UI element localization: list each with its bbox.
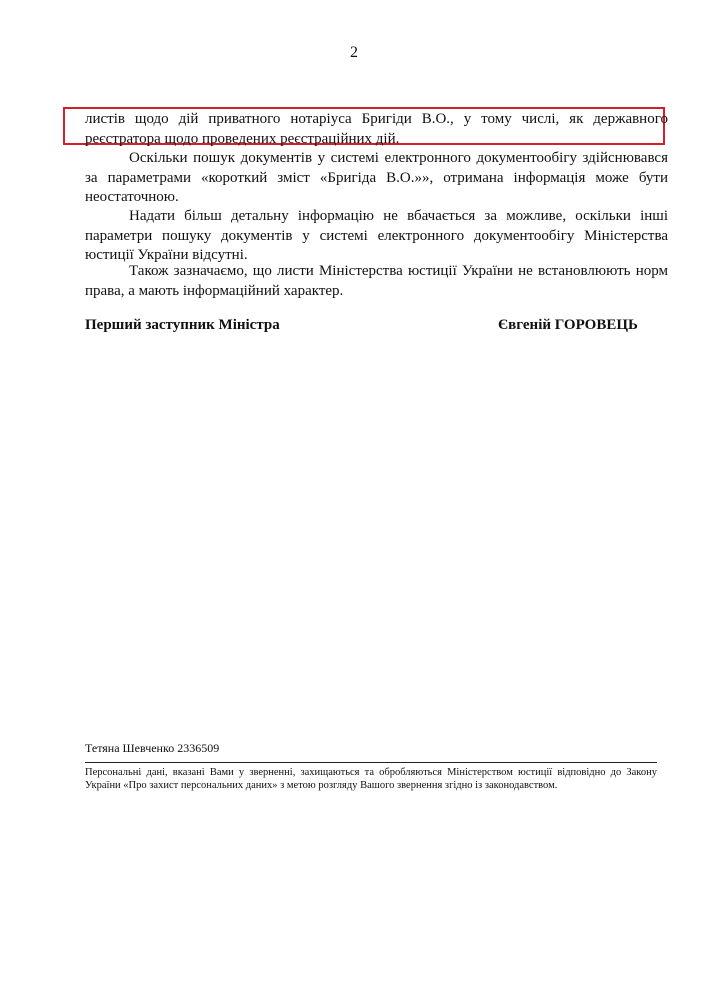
paragraph-legal-note: Також зазначаємо, що листи Міністерства юстиції України не встановлюють норм права, а мають інформаційний характер. xyxy=(85,263,668,299)
executor-line: Тетяна Шевченко 2336509 xyxy=(85,741,220,755)
footer-divider xyxy=(85,762,657,763)
paragraph-highlighted: листів щодо дій приватного нотаріуса Бригіди В.О., у тому числі, як державного реєстратора щодо проведених реєстраційних дій. xyxy=(85,111,668,147)
paragraph-search-parameters: Оскільки пошук документів у системі електронного документообігу здійснювався за параметрами «короткий зміст «Бригіда В.О.»», отримана інформація може бути неостаточною. xyxy=(85,150,668,205)
paragraph-no-details: Надати більш детальну інформацію не вбачається за можливе, оскільки інші параметри пошуку документів у системі електронного документообігу Міністерства юстиції України відсутні. xyxy=(85,208,668,263)
signatory-position: Перший заступник Міністра xyxy=(85,317,280,333)
page-number: 2 xyxy=(350,44,358,61)
signatory-name: Євгеній ГОРОВЕЦЬ xyxy=(498,317,638,333)
footer-note: Персональні дані, вказані Вами у зверненні, захищаються та обробляються Міністерством юстиції відповідно до Закону України «Про захист персональних даних» з метою розгляду Вашого звернення згідно із законодавством. xyxy=(85,767,657,791)
